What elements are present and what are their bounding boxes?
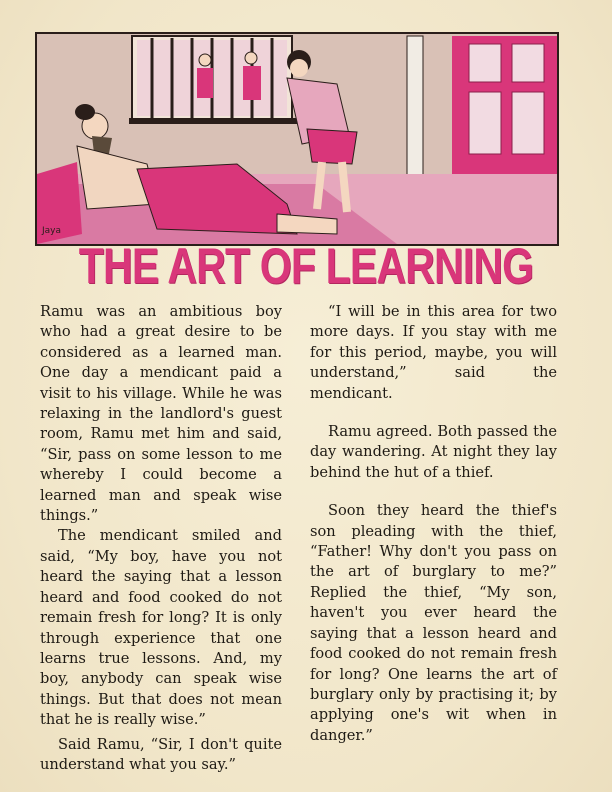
- paragraph: Said Ramu, “Sir, I don't quite understand what you say.”: [40, 735, 282, 773]
- paragraph: The mendicant smiled and said, “My boy, have you not heard the saying that a lesson heard and food cooked do not remain fresh for long? It is only through experience that one learns true lessons. And, my boy, anybody can speak wise things. But that does not mean that he is really wise.”: [40, 527, 282, 729]
- story-title: THE ART OF LEARNING: [78, 238, 534, 294]
- paragraph: Ramu agreed. Both passed the day wandering. At night they lay behind the hut of a thief.: [310, 423, 557, 481]
- paragraph: “I will be in this area for two more days. If you stay with me for this period, maybe, you will understand,” said the mendicant.: [310, 303, 557, 402]
- left-column: [40, 302, 282, 775]
- paragraph: Ramu was an ambitious boy who had a great desire to be considered as a learned man. One day a mendicant paid a visit to his village. While he was relaxing in the landlord's guest room, Ramu met him and said, “Sir, pass on some lesson to me whereby I could become a learned man and speak wise things.”: [40, 303, 282, 525]
- illustration-signature: Jaya: [42, 226, 62, 236]
- right-column: [310, 302, 557, 746]
- illustration-drawing: [37, 34, 557, 244]
- paragraph: Soon they heard the thief's son pleading with the thief, “Father! Why don't you pass on the art of burglary to me?” Replied the thief, “My son, haven't you ever heard the saying that a lesson heard and food cooked do not remain fresh for long? One learns the art of burglary only by practising it; by applying one's wit when in danger.”: [310, 502, 557, 744]
- story-illustration: [35, 32, 559, 246]
